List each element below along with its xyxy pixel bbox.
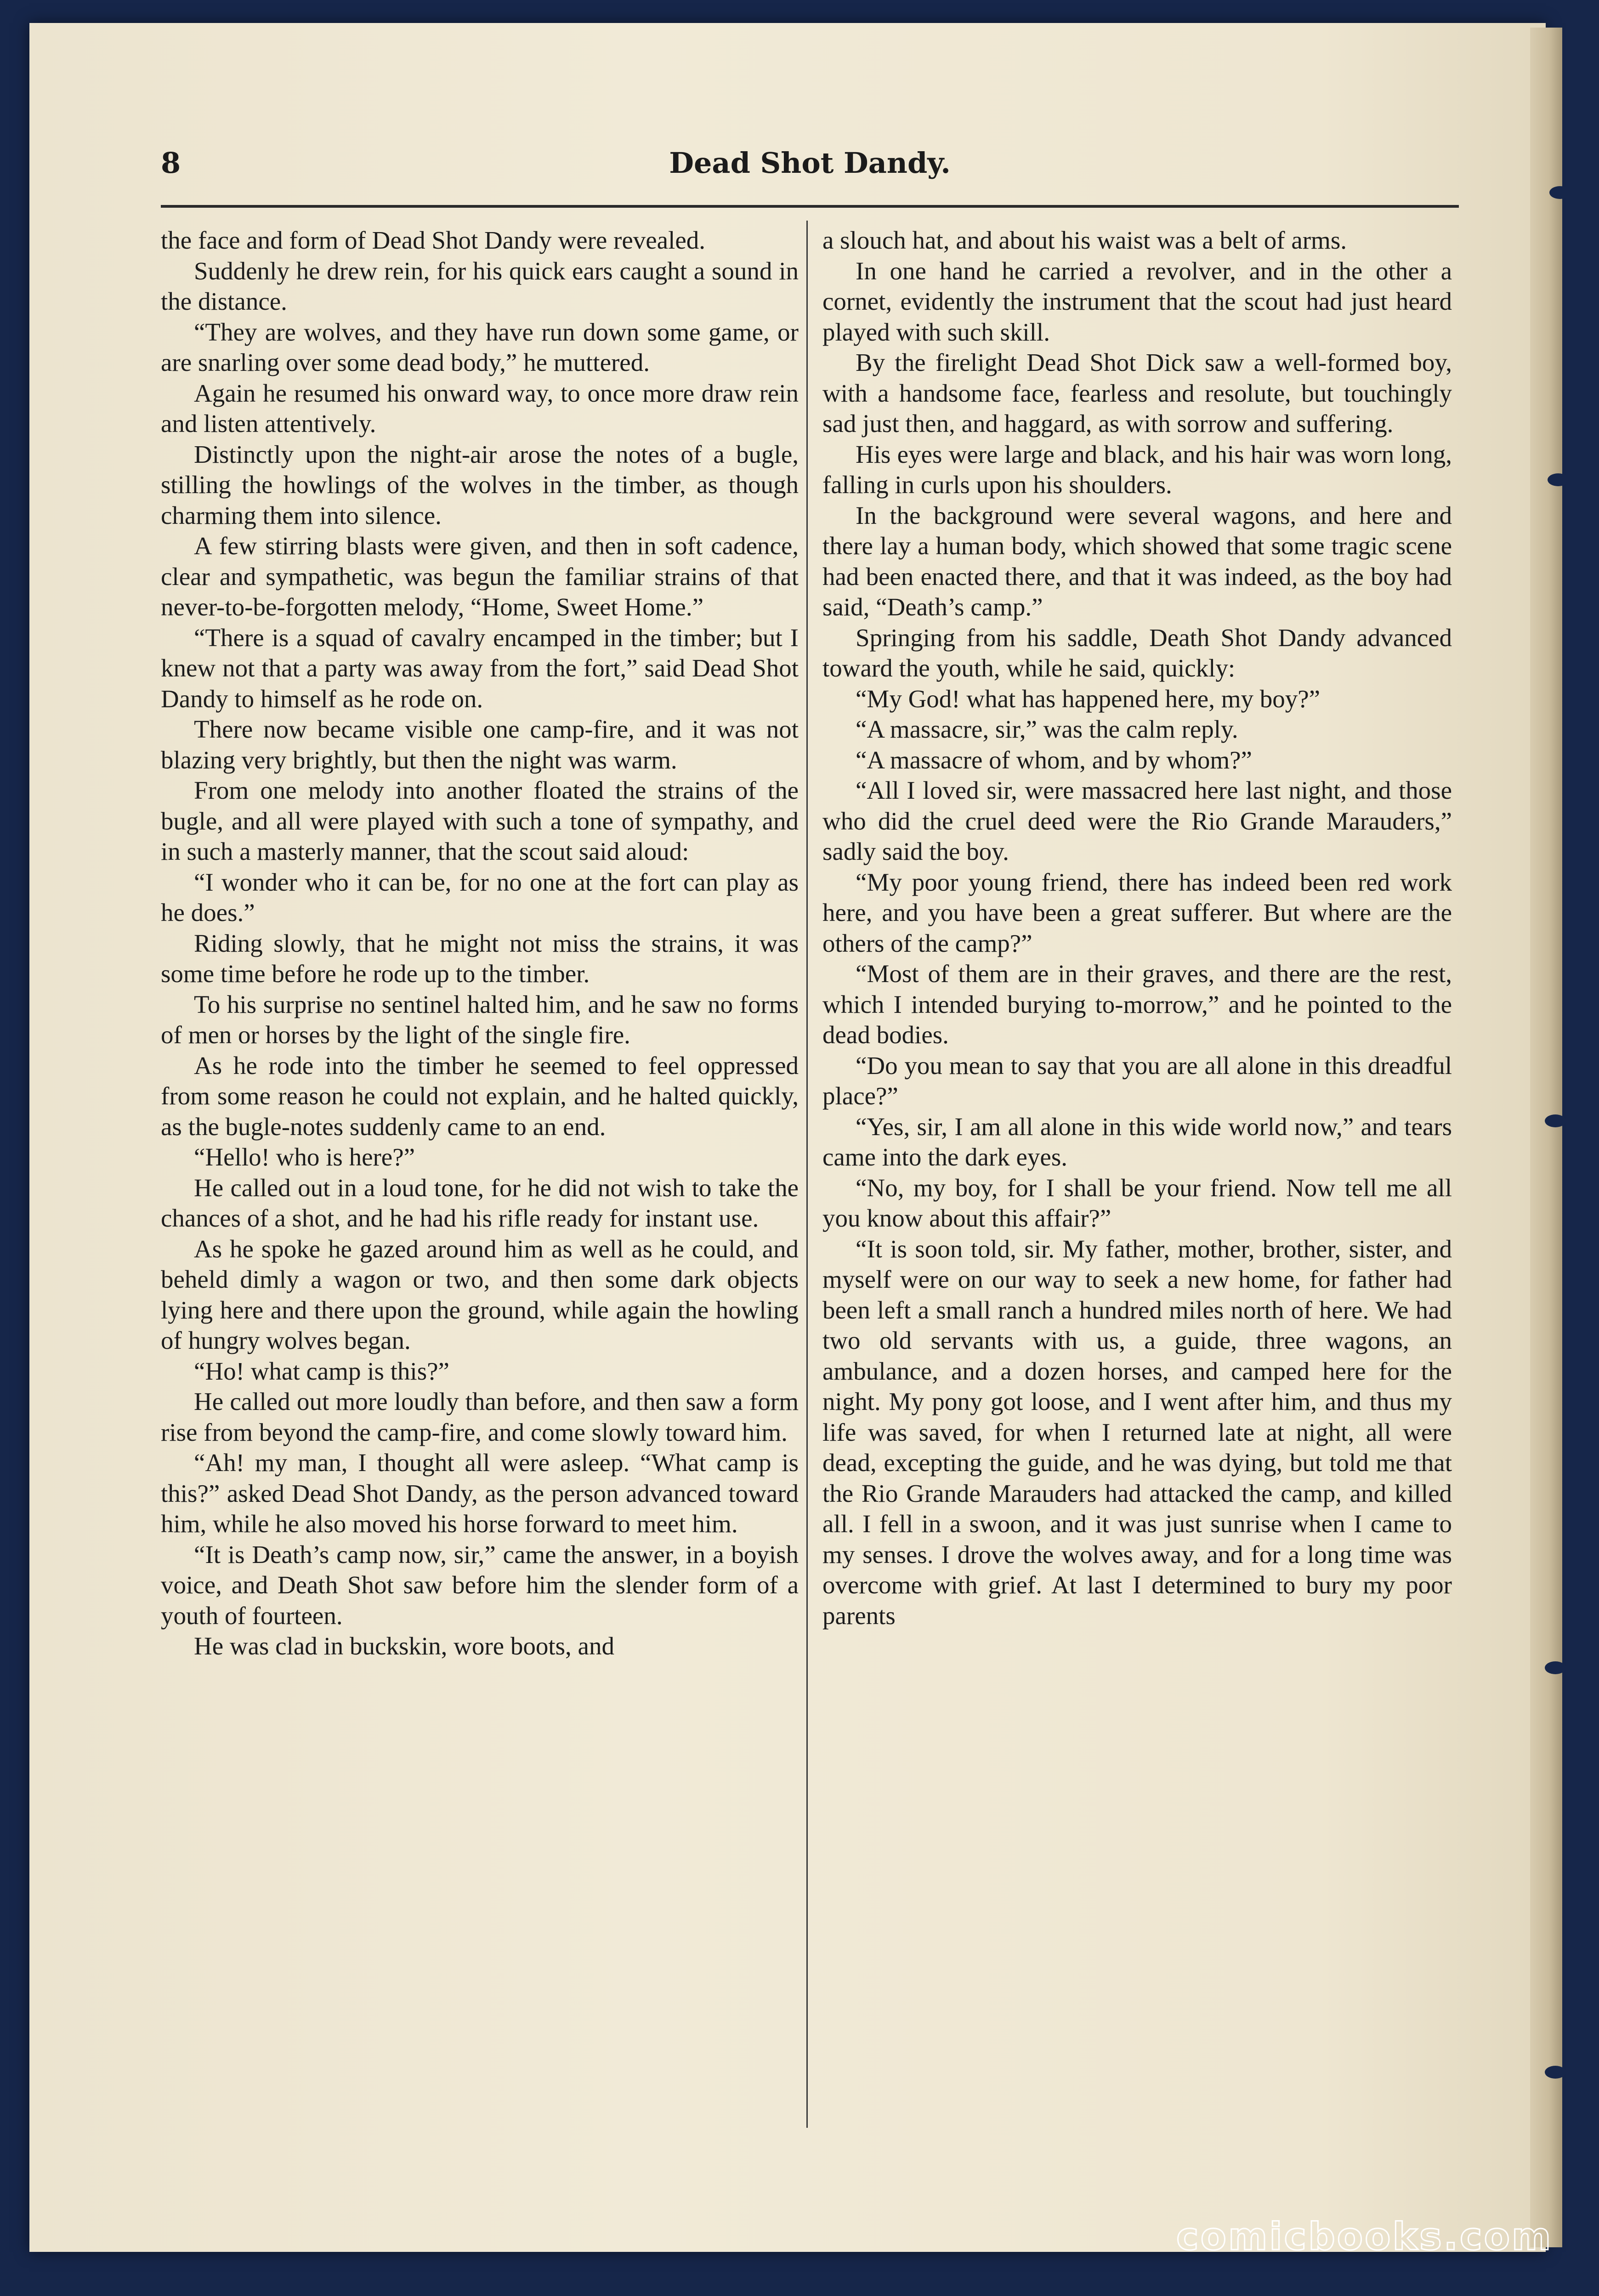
paragraph: “A massacre of whom, and by whom?” bbox=[856, 745, 1252, 774]
paragraph: “There is a squad of cavalry encamped in the timber; but I knew not that a party was away from the fort,” said Dead Shot Dandy to himself as he rode on. bbox=[161, 623, 799, 713]
page-number: 8 bbox=[161, 146, 181, 180]
left-column bbox=[161, 225, 799, 1662]
paragraph: To his surprise no sentinel halted him, and he saw no forms of men or horses by the light of the single fire. bbox=[161, 990, 799, 1049]
paragraph: the face and form of Dead Shot Dandy were revealed. bbox=[161, 226, 706, 254]
paragraph: “Ho! what camp is this?” bbox=[194, 1357, 449, 1385]
paragraph: From one melody into another floated the strains of the bugle, and all were played with such a tone of sympathy, and in such a masterly manner, that the scout said aloud: bbox=[161, 776, 799, 865]
paragraph: Distinctly upon the night-air arose the notes of a bugle, stilling the howlings of the wolves in the timber, as though charming them into silence. bbox=[161, 440, 799, 529]
paragraph: “A massacre, sir,” was the calm reply. bbox=[856, 715, 1238, 743]
paragraph: By the firelight Dead Shot Dick saw a well-formed boy, with a handsome face, fearless and resolute, but touchingly sad just then, and haggard, as with sorrow and suffering. bbox=[822, 348, 1452, 438]
binding-hole bbox=[1545, 2066, 1566, 2079]
paragraph: “It is Death’s camp now, sir,” came the answer, in a boyish voice, and Death Shot saw before him the slender form of a youth of fourteen. bbox=[161, 1540, 799, 1630]
paragraph: a slouch hat, and about his waist was a belt of arms. bbox=[822, 226, 1347, 254]
paragraph: “They are wolves, and they have run down some game, or are snarling over some dead body,” he muttered. bbox=[161, 318, 799, 376]
paragraph: “My poor young friend, there has indeed been red work here, and you have been a great sufferer. But where are the others of the camp?” bbox=[822, 868, 1452, 957]
binding-hole bbox=[1548, 473, 1569, 486]
paragraph: “Hello! who is here?” bbox=[194, 1143, 415, 1171]
paragraph: A few stirring blasts were given, and then in soft cadence, clear and sympathetic, was begun the familiar strains of that never-to-be-forgotten melody, “Home, Sweet Home.” bbox=[161, 532, 799, 621]
paragraph: “Do you mean to say that you are all alone in this dreadful place?” bbox=[822, 1051, 1452, 1110]
binding-hole bbox=[1549, 186, 1571, 199]
paragraph: “All I loved sir, were massacred here last night, and those who did the cruel deed were the Rio Grande Marauders,” sadly said the boy. bbox=[822, 776, 1452, 865]
paragraph: Again he resumed his onward way, to once more draw rein and listen attentively. bbox=[161, 379, 799, 438]
paragraph: Springing from his saddle, Death Shot Dandy advanced toward the youth, while he said, quickly: bbox=[822, 623, 1452, 682]
paragraph: “Yes, sir, I am all alone in this wide world now,” and tears came into the dark eyes. bbox=[822, 1112, 1452, 1171]
column-divider bbox=[806, 221, 808, 2128]
paragraph: “My God! what has happened here, my boy?” bbox=[856, 684, 1321, 713]
paragraph: In the background were several wagons, and here and there lay a human body, which showed that some tragic scene had been enacted there, and that it was indeed, as the boy had said, “Death’s camp.” bbox=[822, 501, 1452, 621]
page-edge bbox=[1530, 28, 1562, 2247]
right-column bbox=[822, 225, 1452, 1631]
paragraph: He called out more loudly than before, and then saw a form rise from beyond the camp-fire, and come slowly toward him. bbox=[161, 1387, 799, 1446]
running-head-title: Dead Shot Dandy. bbox=[669, 146, 951, 180]
header-rule bbox=[161, 205, 1459, 208]
paragraph: There now became visible one camp-fire, and it was not blazing very brightly, but then the night was warm. bbox=[161, 715, 799, 774]
page-header bbox=[161, 146, 1459, 197]
paragraph: Riding slowly, that he might not miss the strains, it was some time before he rode up to the timber. bbox=[161, 929, 799, 988]
paragraph: “Ah! my man, I thought all were asleep. “What camp is this?” asked Dead Shot Dandy, as the person advanced toward him, while he also moved his horse forward to meet him. bbox=[161, 1449, 799, 1538]
paragraph: “I wonder who it can be, for no one at the fort can play as he does.” bbox=[161, 868, 799, 926]
binding-hole bbox=[1545, 1114, 1566, 1127]
paragraph: “It is soon told, sir. My father, mother, brother, sister, and myself were on our way to seek a new home, for father had been left a small ranch a hundred miles north of here. We had two old servants with us, a guide, three wagons, an ambulance, and a dozen horses, and camped here for the night. My pony got loose, and I went after him, and thus my life was saved, for when I returned late at night, all were dead, excepting the guide, and he was dying, but told me that the Rio Grande Marauders had attacked the camp, and killed all. I fell in a swoon, and it was just sunrise when I came to my senses. I drove the wolves away, and for a long time was overcome with grief. At last I determined to bury my poor parents bbox=[822, 1234, 1452, 1630]
binding-hole bbox=[1545, 1661, 1566, 1674]
paragraph: He called out in a loud tone, for he did not wish to take the chances of a shot, and he had his rifle ready for instant use. bbox=[161, 1173, 799, 1232]
paragraph: His eyes were large and black, and his hair was worn long, falling in curls upon his shoulders. bbox=[822, 440, 1452, 499]
watermark: comicbooks.com bbox=[1176, 2215, 1553, 2259]
paragraph: As he spoke he gazed around him as well as he could, and beheld dimly a wagon or two, and then some dark objects lying here and there upon the ground, while again the howling of hungry wolves began. bbox=[161, 1234, 799, 1354]
paragraph: As he rode into the timber he seemed to feel oppressed from some reason he could not explain, and he halted quickly, as the bugle-notes suddenly came to an end. bbox=[161, 1051, 799, 1141]
paragraph: “Most of them are in their graves, and there are the rest, which I intended burying to-morrow,” and he pointed to the dead bodies. bbox=[822, 960, 1452, 1049]
paragraph: In one hand he carried a revolver, and in the other a cornet, evidently the instrument that the scout had just heard played with such skill. bbox=[822, 256, 1452, 346]
paragraph: Suddenly he drew rein, for his quick ears caught a sound in the distance. bbox=[161, 256, 799, 315]
paragraph: He was clad in buckskin, wore boots, and bbox=[194, 1632, 614, 1660]
paragraph: “No, my boy, for I shall be your friend. Now tell me all you know about this affair?” bbox=[822, 1173, 1452, 1232]
